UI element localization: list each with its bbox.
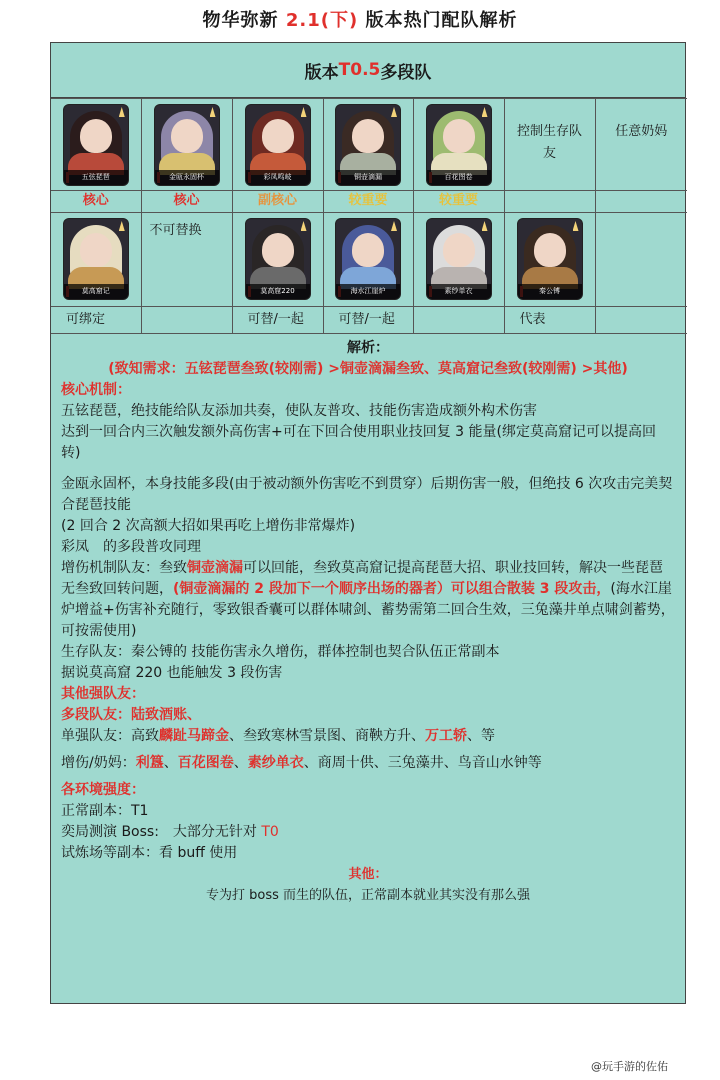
portrait-face [443, 119, 475, 153]
character-name: 百花图卷 [427, 170, 491, 185]
character-card[interactable] [336, 105, 400, 185]
analysis-section [51, 334, 685, 906]
env-tier: T0 [261, 824, 279, 840]
portrait-face [443, 233, 475, 267]
misc-line: 专为打 boss 而生的队伍，正常副本就业其实没有那么强 [205, 888, 531, 903]
buff-mid: 可以回能，叁致莫高窟记提高琵琶大招、职业技回转，解决一些琵琶无叁致回转问题， [61, 560, 663, 597]
role-label: 较重要 [413, 191, 504, 213]
buff-highlight: (铜壶滴漏的 2 段加下一个顺序出场的器者）可以组合散装 3 段攻击， [173, 581, 611, 597]
portrait-face [262, 233, 294, 267]
portrait-row-2 [51, 213, 687, 307]
character-name: 铜壶滴漏 [336, 170, 400, 185]
single-tail: 、等 [467, 728, 495, 744]
survive-line: 据说莫高窟 220 也能触发 3 段伤害 [61, 665, 283, 681]
card-cell [51, 213, 141, 307]
role-label: 核心 [51, 191, 141, 213]
rarity-icon [119, 107, 125, 117]
character-card[interactable] [64, 105, 128, 185]
character-name: 金瓯永固杯 [155, 170, 219, 185]
env-heading: 各环境强度： [61, 782, 145, 798]
healer-prefix: 增伤/奶妈： [61, 755, 136, 771]
other-heading: 其他强队友： [61, 686, 145, 702]
watermark: @玩手游的佐佑 [591, 1060, 668, 1073]
buff-tail: (海水江崖炉增益+伤害补充随行，零致银香囊可以群体啸剑、蓄势需第二回合生效，三兔藻井单点啸剑蓄势，可按需使用) [61, 581, 675, 639]
role-row [51, 191, 687, 213]
character-name: 莫高窟记 [64, 284, 128, 299]
portrait-face [534, 233, 566, 267]
character-name: 秦公镈 [518, 284, 582, 299]
header-prefix: 版本 [304, 62, 339, 83]
core-heading: 核心机制： [61, 382, 131, 398]
rarity-icon [482, 107, 488, 117]
portrait-face [352, 119, 384, 153]
note-label: 可替/一起 [323, 307, 413, 334]
card-cell [323, 99, 413, 191]
title-prefix: 物华弥新 [202, 10, 286, 31]
portrait-row-1 [51, 99, 687, 191]
card-cell [51, 99, 141, 191]
title-version: 2.1(下) [285, 10, 359, 31]
title-suffix: 版本热门配队解析 [358, 10, 518, 31]
role-label: 副核心 [232, 191, 323, 213]
character-card[interactable] [64, 219, 128, 299]
card-cell [413, 213, 504, 307]
rarity-icon [391, 107, 397, 117]
core-paragraph-line: 达到一回合内三次触发额外高伤害+可在下回合使用职业技回复 3 能量(绑定莫高窟记可以提高回转) [61, 424, 656, 461]
portrait-face [352, 233, 384, 267]
core-paragraph-line: 金瓯永固杯，本身技能多段(由于被动额外伤害吃不到贯穿）后期伤害一般，但绝技 6 次攻击完美契合琵琶技能 [61, 476, 673, 513]
note-label [595, 307, 687, 334]
healer-line [61, 753, 675, 774]
env-line: 正常副本：T1 [61, 803, 149, 819]
character-card[interactable] [427, 105, 491, 185]
single-target-line [61, 726, 675, 747]
irreplaceable-note: 不可替换 [141, 213, 232, 307]
note-label [413, 307, 504, 334]
character-name: 彩凤鸣岐 [246, 170, 310, 185]
healer-highlight: 百花图卷 [177, 755, 234, 771]
role-label [595, 191, 687, 213]
rarity-icon [301, 221, 307, 231]
table-header [51, 43, 685, 98]
page-title [0, 6, 720, 32]
rarity-icon [391, 221, 397, 231]
requirement-line: (致知需求：五铉琵琶叁致(较刚需) >铜壶滴漏叁致、莫高窟记叁致(较刚需) >其他) [108, 361, 628, 377]
slot-text-healer: 任意奶妈 [595, 99, 687, 191]
character-card[interactable] [427, 219, 491, 299]
healer-highlight: 利簋 [135, 755, 164, 771]
analysis-heading: 解析： [347, 340, 389, 356]
buff-prefix: 增伤机制队友：叁致 [61, 560, 187, 576]
env-line [61, 822, 675, 843]
character-name: 海水江崖炉 [336, 284, 400, 299]
note-label [141, 307, 232, 334]
character-card[interactable] [336, 219, 400, 299]
portrait-face [80, 119, 112, 153]
card-cell [413, 99, 504, 191]
single-highlight: 麟趾马蹄金 [159, 728, 229, 744]
rarity-icon [301, 107, 307, 117]
portrait-face [171, 119, 203, 153]
rarity-icon [119, 221, 125, 231]
portrait-face [80, 233, 112, 267]
note-row [51, 307, 687, 334]
header-tier: T0.5 [338, 60, 381, 80]
env-line: 试炼场等副本：看 buff 使用 [61, 845, 238, 861]
rarity-icon [210, 107, 216, 117]
env-prefix: 奕局测演 Boss: 大部分无针对 [61, 824, 262, 840]
card-cell [141, 99, 232, 191]
character-card[interactable] [155, 105, 219, 185]
character-name: 莫高窟220 [246, 284, 310, 299]
character-name: 五弦琵琶 [64, 170, 128, 185]
character-card[interactable] [518, 219, 582, 299]
empty-cell [595, 213, 687, 307]
healer-sep: 、 [233, 755, 248, 771]
core-paragraph-line: 五铉琵琶，绝技能给队友添加共奏，使队友普攻、技能伤害造成额外构术伤害 [61, 403, 537, 419]
role-label: 核心 [141, 191, 232, 213]
buff-paragraph [61, 558, 675, 642]
survive-line: 生存队友：秦公镈的 技能伤害永久增伤，群体控制也契合队伍正常副本 [61, 644, 500, 660]
core-paragraph-line: 彩凤 的多段普攻同理 [61, 539, 201, 555]
rarity-icon [482, 221, 488, 231]
header-suffix: 多段队 [380, 62, 432, 83]
slot-text-control: 控制生存队友 [504, 99, 595, 191]
buff-highlight: 铜壶滴漏 [187, 560, 243, 576]
note-label: 可绑定 [51, 307, 141, 334]
portrait-face [262, 119, 294, 153]
character-card[interactable] [246, 105, 310, 185]
team-grid [51, 98, 687, 334]
card-cell [232, 213, 323, 307]
healer-highlight: 素纱单衣 [247, 755, 304, 771]
multi-hit-line: 多段队友：陆致酒账、 [61, 707, 201, 723]
core-paragraph-line: (2 回合 2 次高额大招如果再吃上增伤非常爆炸) [61, 518, 356, 534]
character-name: 素纱单衣 [427, 284, 491, 299]
single-prefix: 单强队友：高致 [61, 728, 159, 744]
card-cell [504, 213, 595, 307]
character-card[interactable] [246, 219, 310, 299]
card-cell [232, 99, 323, 191]
single-highlight: 万工轿 [425, 728, 467, 744]
healer-tail: 、商周十供、三兔藻井、鸟音山水钟等 [303, 755, 542, 771]
note-label: 可替/一起 [232, 307, 323, 334]
team-sheet [50, 42, 686, 1004]
note-label: 代表 [504, 307, 595, 334]
role-label [504, 191, 595, 213]
healer-sep: 、 [163, 755, 178, 771]
role-label: 较重要 [323, 191, 413, 213]
single-mid: 、叁致寒林雪景图、商鞅方升、 [229, 728, 425, 744]
rarity-icon [573, 221, 579, 231]
card-cell [323, 213, 413, 307]
misc-heading: 其他： [348, 867, 388, 882]
